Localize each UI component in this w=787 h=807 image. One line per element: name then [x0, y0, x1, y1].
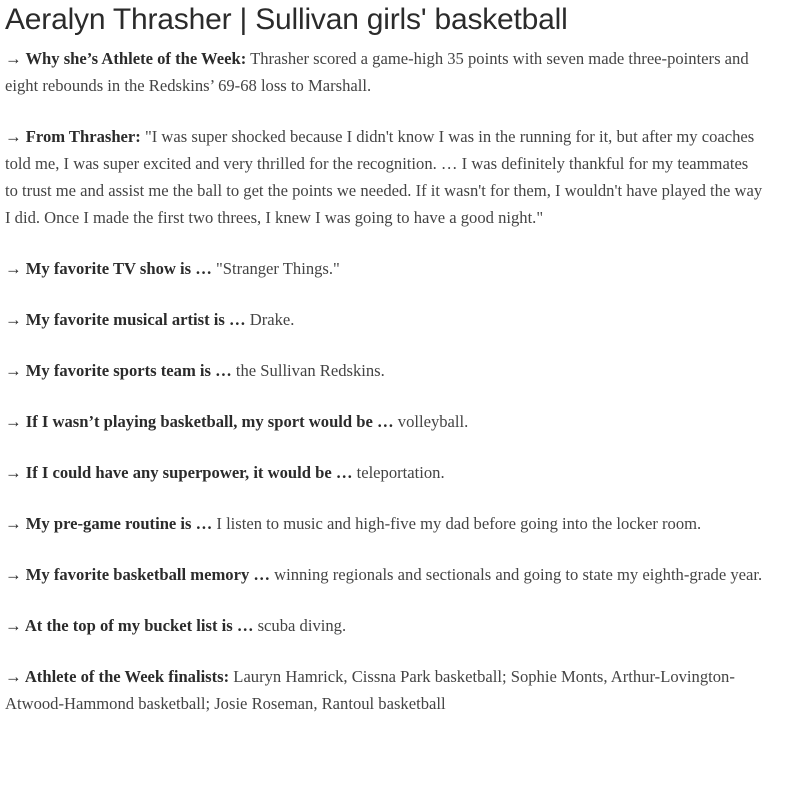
article-body [5, 0, 765, 741]
paragraph-bucket-list [5, 612, 765, 639]
paragraph-label: → My favorite basketball memory … [5, 565, 270, 584]
paragraph-text: teleportation. [352, 463, 445, 482]
paragraph-pregame-routine [5, 510, 765, 537]
paragraph-text: "Stranger Things." [211, 259, 340, 278]
paragraph-label: → My favorite musical artist is … [5, 310, 246, 329]
paragraph-label: → If I wasn’t playing basketball, my sport would be … [5, 412, 394, 431]
paragraph-finalists [5, 663, 765, 717]
paragraph-label: → At the top of my bucket list is … [5, 616, 254, 635]
paragraph-label: → My favorite TV show is … [5, 259, 212, 278]
paragraph-label: → Athlete of the Week finalists: [5, 667, 230, 686]
paragraph-other-sport [5, 408, 765, 435]
article-headline: Aeralyn Thrasher | Sullivan girls' basketball [5, 3, 568, 36]
paragraph-superpower [5, 459, 765, 486]
paragraph-label: → My favorite sports team is … [5, 361, 232, 380]
paragraph-from-thrasher [5, 123, 765, 231]
paragraph-text: scuba diving. [253, 616, 347, 635]
paragraph-label: → Why she’s Athlete of the Week: [5, 49, 247, 68]
paragraph-basketball-memory [5, 561, 765, 588]
paragraph-text: Drake. [245, 310, 295, 329]
paragraph-text: the Sullivan Redskins. [231, 361, 385, 380]
paragraph-label: → If I could have any superpower, it would be … [5, 463, 353, 482]
paragraph-text: volleyball. [393, 412, 469, 431]
paragraph-favorite-tv-show [5, 255, 765, 282]
paragraph-favorite-musical-artist [5, 306, 765, 333]
paragraph-favorite-sports-team [5, 357, 765, 384]
paragraph-text: Lauryn Hamrick, Cissna Park basketball; Sophie Monts, Arthur-Lovington-Atwood-Hammond basketball; Josie Roseman, Rantoul basketball [5, 667, 735, 713]
paragraph-text: "I was super shocked because I didn't know I was in the running for it, but after my coaches told me, I was super excited and very thrilled for the recognition. … I was definitely thankful for my teammates to trust me and assist me the ball to get the points we needed. If it wasn't for them, I wouldn't have played the way I did. Once I made the first two threes, I knew I was going to have a good night." [5, 127, 763, 227]
paragraph-text: Thrasher scored a game-high 35 points with seven made three-pointers and eight rebounds in the Redskins’ 69-68 loss to Marshall. [5, 49, 749, 95]
paragraph-label: → From Thrasher: [5, 127, 141, 146]
paragraph-text: winning regionals and sectionals and going to state my eighth-grade year. [270, 565, 763, 584]
paragraph-why-athlete [5, 45, 765, 99]
paragraph-text: I listen to music and high-five my dad before going into the locker room. [212, 514, 702, 533]
paragraph-label: → My pre-game routine is … [5, 514, 213, 533]
